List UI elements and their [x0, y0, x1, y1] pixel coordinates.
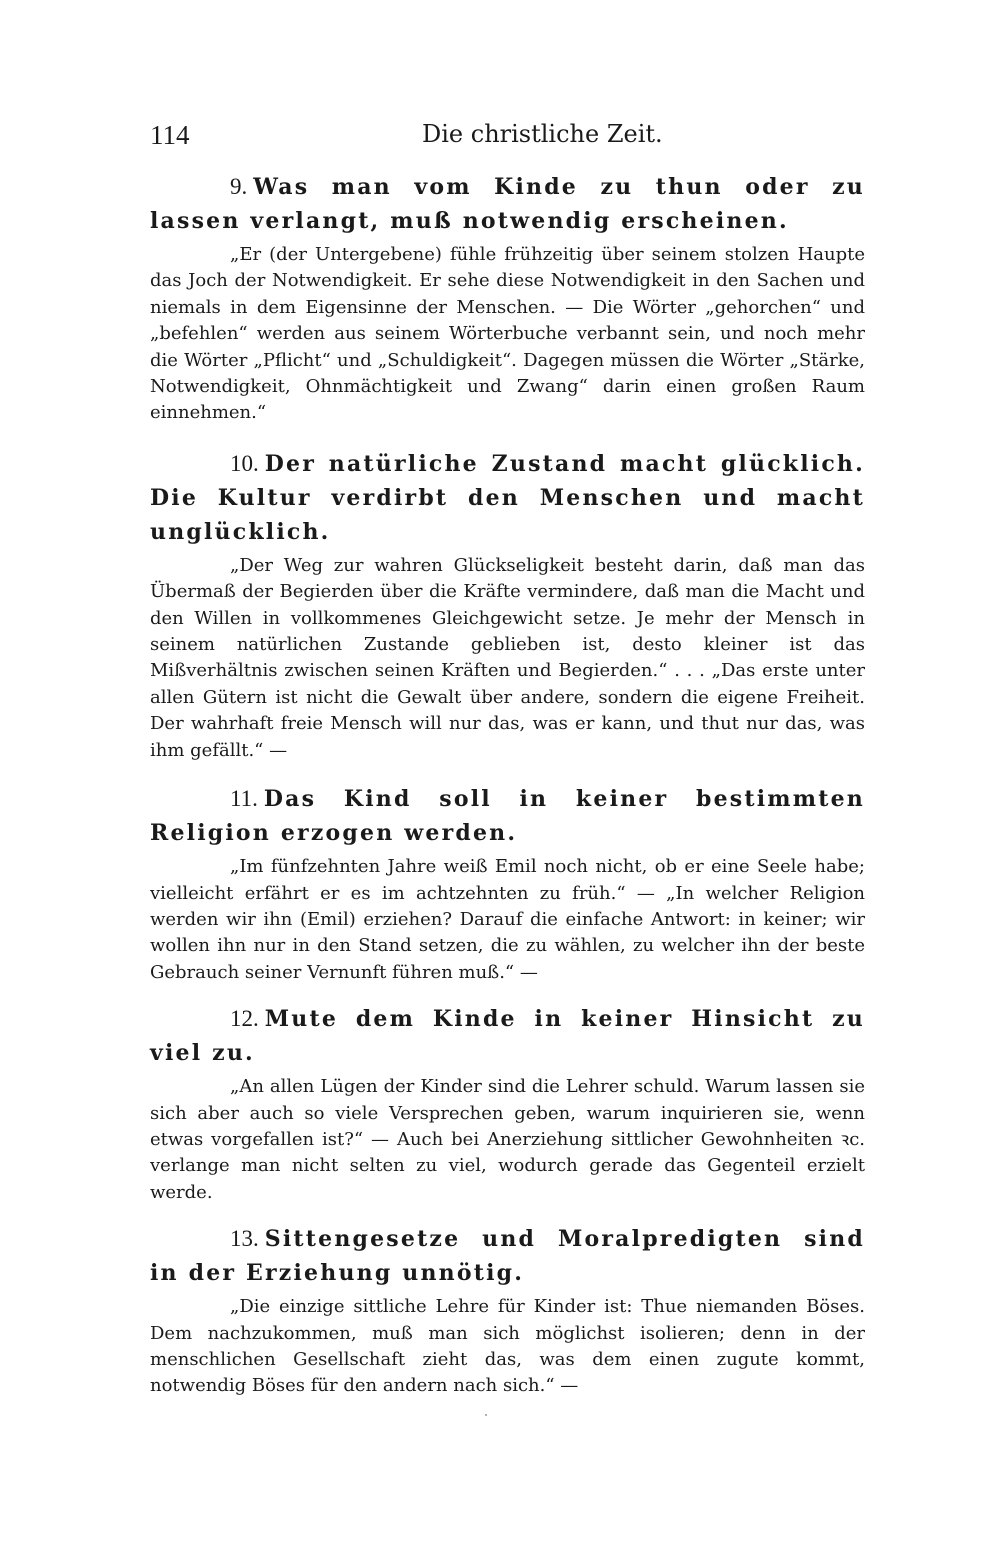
- section-heading-text: Mute dem Kinde in keiner Hinsicht zu viel zu.: [150, 1006, 865, 1067]
- section-number: 9.: [230, 174, 248, 199]
- running-head: [150, 120, 865, 160]
- section-number: 10.: [230, 450, 259, 476]
- section-quote: „Die einzige sittliche Lehre für Kinder ist: Thue niemanden Böses. Dem nachzukommen, muß man sich möglichst isolieren; denn in der menschlichen Gesellschaft zieht das, was dem einen zugute kommt, notwendig Böses für den andern nach sich.“ —: [150, 1296, 865, 1397]
- section-heading: [150, 170, 865, 238]
- book-page: [150, 120, 865, 1400]
- section-9: [150, 170, 865, 427]
- section-heading: [150, 782, 865, 850]
- section-heading-text: Der natürliche Zustand macht glücklich. Die Kultur verdirbt den Menschen und macht unglücklich.: [150, 450, 865, 545]
- section-quote: „Im fünfzehnten Jahre weiß Emil noch nicht, ob er eine Seele habe; vielleicht erfährt er es im achtzehnten zu früh.“ — „In welcher Religion werden wir ihn (Emil) erziehen? Darauf die einfache Antwort: in keiner; wir wollen ihn nur in den Stand setzen, die zu wählen, zu welcher ihn der beste Gebrauch seiner Vernunft führen muß.“ —: [150, 856, 865, 983]
- page-number: 114: [150, 120, 190, 150]
- section-11: [150, 782, 865, 986]
- section-12: [150, 1002, 865, 1206]
- section-13: [150, 1222, 865, 1400]
- section-heading: [150, 1222, 865, 1290]
- running-title: Die christliche Zeit.: [422, 120, 663, 148]
- section-heading-text: Was man vom Kinde zu thun oder zu lassen verlangt, muß notwendig erscheinen.: [150, 174, 865, 234]
- section-quote: „Der Weg zur wahren Glückseligkeit besteht darin, daß man das Übermaß der Begierden über die Kräfte vermindere, daß man die Macht und den Willen in vollkommenes Gleichgewicht setze. Je mehr der Mensch in seinem natürlichen Zustande geblieben ist, desto kleiner ist das Mißverhältnis zwischen seinen Kräften und Begierden.“ . . . „Das erste unter allen Gütern ist nicht die Gewalt über andere, sondern die eigene Freiheit. Der wahrhaft freie Mensch will nur das, was er kann, und thut nur das, was ihm gefällt.“ —: [150, 554, 865, 761]
- section-heading: [150, 447, 865, 549]
- section-heading-text: Das Kind soll in keiner bestimmten Religion erzogen werden.: [150, 786, 865, 847]
- section-heading: [150, 1002, 865, 1070]
- section-quote: „Er (der Untergebene) fühle frühzeitig über seinem stolzen Haupte das Joch der Notwendigkeit. Er sehe diese Notwendigkeit in den Sachen und niemals in dem Eigensinne der Menschen. — Die Wörter „gehorchen“ und „befehlen“ werden aus seinem Wörterbuche verbannt sein, und noch mehr die Wörter „Pflicht“ und „Schuldigkeit“. Dagegen müssen die Wörter „Stärke, Notwendigkeit, Ohnmächtigkeit und Zwang“ darin einen großen Raum einnehmen.“: [150, 244, 865, 424]
- section-10: [150, 447, 865, 764]
- section-number: 13.: [230, 1226, 259, 1252]
- section-quote: „An allen Lügen der Kinder sind die Lehrer schuld. Warum lassen sie sich aber auch so viele Versprechen geben, warum inquirieren sie, wenn etwas vorgefallen ist?“ — Auch bei Anerziehung sittlicher Gewohnheiten ꝛc. verlange man nicht selten zu viel, wodurch gerade das Gegenteil erzielt werde.: [150, 1076, 865, 1203]
- print-speck: [485, 1414, 487, 1416]
- section-number: 12.: [230, 1006, 259, 1032]
- section-number: 11.: [230, 786, 258, 812]
- section-heading-text: Sittengesetze und Moralpredigten sind in der Erziehung unnötig.: [150, 1226, 865, 1287]
